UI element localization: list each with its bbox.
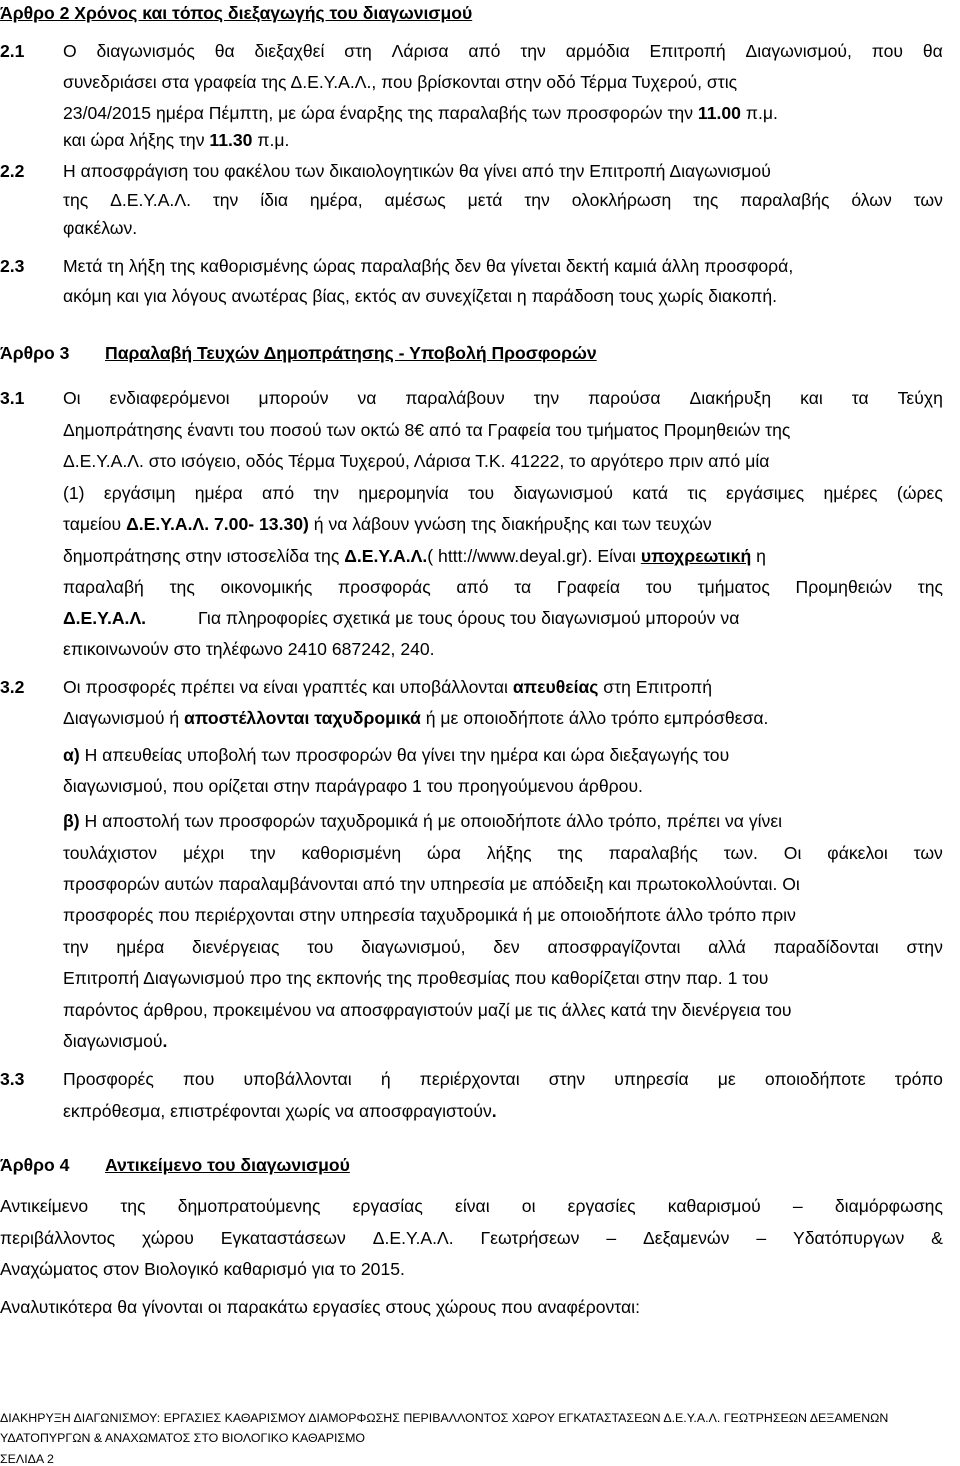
start-time-suffix: π.μ.	[740, 103, 778, 123]
para-3-1-line-5-text-b: ή να λάβουν γνώση της διακήρυξης και των τευχών	[308, 514, 712, 534]
para-3-1-line-6-text-c: η	[751, 546, 766, 566]
word: Γεωτρήσεων	[480, 1228, 580, 1248]
word: παραλαβής	[740, 190, 830, 210]
item-b-text: Η αποστολή των προσφορών ταχυδρομικά ή με οποιοδήποτε άλλο τρόπο, πρέπει να γίνει	[79, 811, 783, 831]
word: των	[913, 190, 943, 210]
word: της	[63, 190, 89, 210]
word: Δ.Ε.Υ.Α.Λ.	[372, 1228, 454, 1248]
word: τουλάχιστον	[63, 843, 158, 863]
para-3-3-number: 3.3	[0, 1069, 25, 1089]
word: στη	[344, 41, 372, 61]
para-3-2-line-2	[63, 710, 768, 728]
word: την	[63, 937, 89, 957]
para-3-2-b-line-3: προσφορών αυτών παραλαμβάνονται από την υπηρεσία με απόδειξη και πρωτοκολλούνται. Οι	[63, 874, 800, 894]
start-time: 11.00	[697, 103, 741, 123]
article-4-line-1	[0, 1198, 943, 1216]
end-time-suffix: π.μ.	[252, 130, 290, 150]
word: μέχρι	[182, 843, 225, 863]
para-3-2-b-line-8	[63, 1033, 167, 1051]
article-3-title: Παραλαβή Τευχών Δημοπράτησης - Υποβολή Προσφορών	[105, 343, 597, 363]
word: διαγωνισμού,	[361, 937, 466, 957]
para-3-2-b-line-6: Επιτροπή Διαγωνισμού προ της εκπονής της προθεσμίας που καθορίζεται στην παρ. 1 του	[63, 968, 769, 988]
para-2-1-line-2: συνεδριάσει στα γραφεία της Δ.Ε.Υ.Α.Λ., που βρίσκονται στην οδό Τέρμα Τυχερού, στις	[63, 72, 738, 92]
word: εργάσιμη	[103, 483, 176, 503]
word: εργασίας	[352, 1196, 423, 1216]
org-abbrev-2: Δ.Ε.Υ.Α.Λ.	[63, 608, 147, 628]
word: αποσφραγίζονται	[547, 937, 681, 957]
word: παραλάβουν	[405, 388, 505, 408]
para-3-2-line-2-text-a: Διαγωνισμού ή	[63, 708, 185, 728]
word: οικονομικής	[220, 577, 313, 597]
para-2-1-line-4	[63, 132, 289, 150]
word: υποβάλλονται	[243, 1069, 352, 1089]
para-3-2-b-line-4: προσφορές που περιέρχονται στην υπηρεσία ταχυδρομικά ή με οποιοδήποτε άλλο τρόπο πριν	[63, 905, 796, 925]
para-3-1-line-8	[63, 610, 943, 628]
word: –	[756, 1228, 767, 1248]
word: του	[468, 483, 495, 503]
para-3-1-line-6	[63, 548, 766, 566]
word: του	[307, 937, 334, 957]
word: από	[468, 41, 501, 61]
word: προσφοράς	[338, 577, 431, 597]
article-4-title: Αντικείμενο του διαγωνισμού	[105, 1155, 350, 1175]
word: ή	[380, 1069, 391, 1089]
word: καθορισμένη	[301, 843, 402, 863]
item-a-label: α)	[63, 745, 80, 765]
word: θα	[922, 41, 943, 61]
word: τρόπο	[894, 1069, 943, 1089]
para-3-1-number: 3.1	[0, 388, 25, 408]
word: (ώρες	[896, 483, 943, 503]
word: (1)	[63, 483, 85, 503]
word: ημέρες	[823, 483, 878, 503]
word: ημερομηνία	[358, 483, 449, 503]
word: των	[913, 843, 943, 863]
para-2-1-number: 2.1	[0, 41, 25, 61]
word: Υδατόπυργων	[792, 1228, 905, 1248]
word: τα	[514, 577, 532, 597]
word: περιέρχονται	[419, 1069, 520, 1089]
word: &	[931, 1228, 943, 1248]
word: υπηρεσία	[614, 1069, 689, 1089]
office-hours: Δ.Ε.Υ.Α.Λ. 7.00- 13.30)	[126, 514, 309, 534]
article-4-label: Άρθρο 4	[0, 1155, 70, 1175]
item-a-text: Η απευθείας υποβολή των προσφορών θα γίνει την ημέρα και ώρα διεξαγωγής του	[79, 745, 730, 765]
word: ημέρα	[194, 483, 243, 503]
word: θα	[214, 41, 235, 61]
word: στην	[906, 937, 943, 957]
word: ίδια	[260, 190, 288, 210]
word: που	[871, 41, 904, 61]
word: με	[717, 1069, 736, 1089]
para-2-1-line-3-text: 23/04/2015 ημέρα Πέμπτη, με ώρα έναρξης της παραλαβής των προσφορών την	[63, 103, 698, 123]
word: διαμόρφωσης	[834, 1196, 943, 1216]
word: της	[169, 577, 195, 597]
para-2-2-number: 2.2	[0, 161, 25, 181]
word: την	[250, 843, 276, 863]
article-3-label: Άρθρο 3	[0, 343, 70, 363]
word: μπορούν	[258, 388, 329, 408]
word: ώρα	[427, 843, 461, 863]
word: Οι	[783, 843, 802, 863]
word: Γραφεία	[556, 577, 621, 597]
word: μετά	[467, 190, 503, 210]
word: Οι	[63, 388, 81, 408]
website-text: ( httt://www.deyal.gr).	[427, 546, 593, 566]
word: ημέρα,	[309, 190, 363, 210]
para-3-2-line-2-text-b: ή με οποιοδήποτε άλλο τρόπο εμπρόσθεσα.	[420, 708, 769, 728]
para-3-2-b-line-7: παρόντος άρθρου, προκειμένου να αποσφραγιστούν μαζί με τις άλλες κατά την διενέργεια του	[63, 1000, 792, 1020]
word: –	[606, 1228, 617, 1248]
word: την	[533, 388, 560, 408]
word: της	[557, 843, 583, 863]
word: Προσφορές	[63, 1069, 154, 1089]
article-4-line-3: Αναχώματος στον Βιολογικό καθαρισμό για το 2015.	[0, 1259, 405, 1279]
para-3-3-line-2-text: εκπρόθεσμα, επιστρέφονται χωρίς να αποσφραγιστούν	[63, 1101, 492, 1121]
para-3-1-line-6-text-a: δημοπράτησης στην ιστοσελίδα της	[63, 546, 345, 566]
word: παρούσα	[588, 388, 661, 408]
para-2-3-line-2: ακόμη και για λόγους ανωτέρας βίας, εκτός αν συνεχίζεται η παράδοση τους χωρίς διακοπή.	[63, 286, 778, 306]
word: την	[313, 483, 340, 503]
para-2-1-line-4-text: και ώρα λήξης την	[63, 130, 210, 150]
word: παραλαβής	[608, 843, 698, 863]
para-3-1-line-6-text-b: Είναι	[592, 546, 641, 566]
org-abbrev: Δ.Ε.Υ.Α.Λ.	[344, 546, 428, 566]
word: δεν	[493, 937, 520, 957]
word: που	[183, 1069, 215, 1089]
para-2-1-line-1	[63, 43, 943, 61]
word: Εγκαταστάσεων	[220, 1228, 346, 1248]
para-3-1-line-5	[63, 516, 712, 534]
word: Επιτροπή	[649, 41, 726, 61]
para-3-2-b-period: .	[162, 1031, 168, 1051]
word: την	[212, 190, 239, 210]
word: –	[792, 1196, 803, 1216]
word: Ο	[63, 41, 77, 61]
word: διενέργειας	[192, 937, 280, 957]
word: ενδιαφερόμενοι	[109, 388, 230, 408]
para-3-2-line-1-text-b: στη Επιτροπή	[598, 677, 712, 697]
word: τμήματος	[697, 577, 770, 597]
para-3-1-line-7	[63, 579, 943, 597]
word: τα	[851, 388, 869, 408]
direct-word: απευθείας	[512, 677, 599, 697]
end-time: 11.30	[209, 130, 253, 150]
word: Διαγωνισμού,	[745, 41, 852, 61]
para-3-1-line-2: Δημοπράτησης έναντι του ποσού των οκτώ 8€ από τα Γραφεία του τμήματος Προμηθειών της	[63, 420, 791, 440]
word: την	[524, 190, 550, 210]
word: όλων	[851, 190, 892, 210]
item-b-label: β)	[63, 811, 80, 831]
word: χώρου	[141, 1228, 194, 1248]
para-3-2-b-line-2	[63, 845, 943, 863]
word: αλλά	[708, 937, 746, 957]
para-3-3-line-1	[63, 1071, 943, 1089]
word: δημοπρατούμενης	[177, 1196, 321, 1216]
word: Δ.Ε.Υ.Α.Λ.	[110, 190, 191, 210]
word: ολοκλήρωση	[571, 190, 672, 210]
word: οι	[521, 1196, 536, 1216]
para-2-2-line-1: Η αποσφράγιση του φακέλου των δικαιολογητικών θα γίνει από την Επιτροπή Διαγωνισμού	[63, 161, 771, 181]
para-3-2-b-line-8-text: διαγωνισμού	[63, 1031, 163, 1051]
para-2-3-number: 2.3	[0, 256, 25, 276]
footer-page-number: ΣΕΛΙΔΑ 2	[0, 1452, 54, 1466]
word: διαγωνισμός	[96, 41, 195, 61]
word: Δεξαμενών	[642, 1228, 730, 1248]
para-3-1-line-3: Δ.Ε.Υ.Α.Λ. στο ισόγειο, οδός Τέρμα Τυχερού, Λάρισα Τ.Κ. 41222, το αργότερο πριν από μία	[63, 451, 770, 471]
para-3-2-b-line-1	[63, 813, 782, 831]
word: από	[456, 577, 489, 597]
word: φάκελοι	[827, 843, 888, 863]
article-4-line-2	[0, 1230, 943, 1248]
para-3-1-line-8-text: Για πληροφορίες σχετικά με τους όρους του διαγωνισμού μπορούν να	[198, 608, 740, 628]
word: στην	[548, 1069, 586, 1089]
para-3-1-line-9: επικοινωνούν στο τηλέφωνο 2410 687242, 240.	[63, 639, 435, 659]
para-2-2-line-3: φακέλων.	[63, 218, 138, 238]
word: της	[693, 190, 719, 210]
word: οποιοδήποτε	[764, 1069, 866, 1089]
word: Τεύχη	[897, 388, 943, 408]
word: αρμόδια	[565, 41, 630, 61]
word: παραλαβή	[63, 577, 144, 597]
article-2-heading: Άρθρο 2 Χρόνος και τόπος διεξαγωγής του διαγωνισμού	[0, 3, 473, 23]
mandatory-word: υποχρεωτική	[640, 546, 752, 566]
para-2-1-line-3	[63, 105, 778, 123]
word: κατά	[632, 483, 669, 503]
word: από	[262, 483, 295, 503]
para-2-3-line-1: Μετά τη λήξη της καθορισμένης ώρας παραλαβής δεν θα γίνεται δεκτή καμιά άλλη προσφορά,	[63, 256, 794, 276]
word: καθαρισμού	[667, 1196, 761, 1216]
word: ημέρα	[116, 937, 165, 957]
para-3-3-line-2	[63, 1103, 497, 1121]
para-3-1-line-1	[63, 390, 943, 408]
para-3-3-period: .	[491, 1101, 497, 1121]
word: Λάρισα	[391, 41, 449, 61]
word: και	[800, 388, 823, 408]
word: της	[120, 1196, 146, 1216]
article-4-line-4: Αναλυτικότερα θα γίνονται οι παρακάτω εργασίες στους χώρους που αναφέρονται:	[0, 1297, 640, 1317]
word: αμέσως	[384, 190, 446, 210]
para-3-2-line-1	[63, 679, 712, 697]
word: διαγωνισμού	[513, 483, 614, 503]
footer-line-1: ΔΙΑΚΗΡΥΞΗ ΔΙΑΓΩΝΙΣΜΟΥ: ΕΡΓΑΣΙΕΣ ΚΑΘΑΡΙΣΜΟΥ ΔΙΑΜΟΡΦΩΣΗΣ ΠΕΡΙΒΑΛΛΟΝΤΟΣ ΧΩΡΟΥ ΕΓΚΑΤΑΣΤΑΣΕΩΝ Δ.Ε.Υ.Α.Λ. ΓΕΩΤΡΗΣΕΩΝ ΔΕΞΑΜΕΝΩΝ	[0, 1411, 889, 1425]
para-3-1-line-4	[63, 485, 943, 503]
para-3-2-a-line-2: διαγωνισμού, που ορίζεται στην παράγραφο 1 του προηγούμενου άρθρου.	[63, 776, 643, 796]
para-3-2-a-line-1	[63, 747, 729, 765]
word: παραδίδονται	[773, 937, 879, 957]
word: εργασίες	[567, 1196, 636, 1216]
word: της	[917, 577, 943, 597]
word: είναι	[455, 1196, 490, 1216]
word: των.	[723, 843, 758, 863]
word: Προμηθειών	[795, 577, 893, 597]
word: περιβάλλοντος	[0, 1228, 116, 1248]
word: λήξης	[486, 843, 532, 863]
para-3-2-line-1-text-a: Οι προσφορές πρέπει να είναι γραπτές και υποβάλλονται	[63, 677, 513, 697]
word: την	[520, 41, 546, 61]
para-3-2-number: 3.2	[0, 677, 25, 697]
word: τις	[687, 483, 707, 503]
word: να	[357, 388, 377, 408]
para-3-1-line-5-text-a: ταμείου	[63, 514, 127, 534]
para-2-2-line-2	[63, 192, 943, 210]
post-phrase: αποστέλλονται ταχυδρομικά	[184, 708, 421, 728]
para-3-2-b-line-5	[63, 939, 943, 957]
word: εργάσιμες	[726, 483, 805, 503]
word: διεξαχθεί	[254, 41, 325, 61]
word: Αντικείμενο	[0, 1196, 89, 1216]
footer-line-2: ΥΔΑΤΟΠΥΡΓΩΝ & ΑΝΑΧΩΜΑΤΟΣ ΣΤΟ ΒΙΟΛΟΓΙΚΟ ΚΑΘΑΡΙΣΜΟ	[0, 1431, 366, 1445]
word: του	[645, 577, 672, 597]
word: Διακήρυξη	[689, 388, 772, 408]
